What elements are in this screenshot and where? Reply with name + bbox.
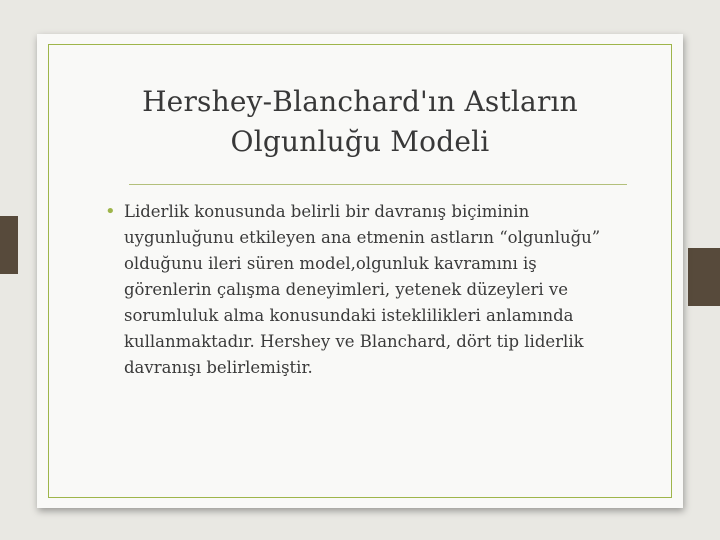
left-decorative-tab <box>0 216 18 274</box>
slide-card <box>37 34 683 508</box>
bullet-text: Liderlik konusunda belirli bir davranış biçiminin uygunluğunu etkileyen ana etmenin astların “olgunluğu” olduğunu ileri süren model,olgunluk kavramını iş görenlerin çalışma deneyimleri, yetenek düzeyleri ve sorumluluk alma konusundaki isteklilikleri anlamında kullanmaktadır. Hershey ve Blanchard, dört tip liderlik davranışı belirlemiştir. <box>124 202 601 377</box>
bullet-item <box>105 199 625 381</box>
title-divider <box>129 184 627 185</box>
right-decorative-tab <box>688 248 720 306</box>
slide-title: Hershey-Blanchard'ın Astların Olgunluğu Modeli <box>142 85 578 158</box>
bullet-icon: • <box>105 201 116 222</box>
